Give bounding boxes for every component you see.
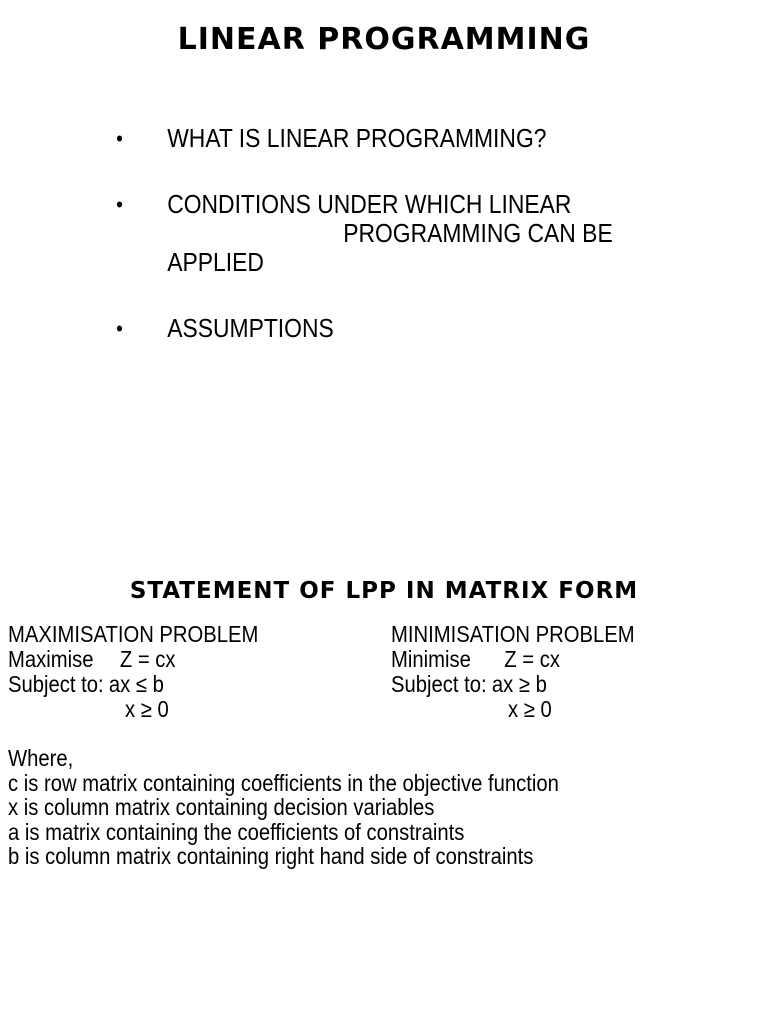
topic-text: WHAT IS LINEAR PROGRAMMING? xyxy=(167,123,547,153)
constraint-row xyxy=(391,672,635,697)
bullet-icon: • xyxy=(116,192,123,217)
bullet-icon: • xyxy=(116,316,123,341)
definition-line: b is column matrix containing right hand side of constraints xyxy=(8,843,534,869)
constraint-expression: ax ≤ b xyxy=(108,671,164,697)
slide-lpp-matrix-form xyxy=(0,512,768,1024)
nonnegativity-row: x ≥ 0 xyxy=(125,696,169,722)
constraint-expression: ax ≥ b xyxy=(491,671,547,697)
constraint-row xyxy=(8,672,258,697)
maximisation-problem xyxy=(8,622,258,722)
topic-text: CONDITIONS UNDER WHICH LINEAR xyxy=(167,189,572,219)
nonnegativity-row: x ≥ 0 xyxy=(508,696,552,722)
objective-row xyxy=(391,647,635,672)
topic-text-continued: APPLIED xyxy=(167,247,264,277)
definition-line: x is column matrix containing decision variables xyxy=(8,794,435,820)
bullet-icon: • xyxy=(116,126,123,151)
objective-label: Minimise xyxy=(391,646,471,672)
topic-text: ASSUMPTIONS xyxy=(167,313,334,343)
slide-title: LINEAR PROGRAMMING xyxy=(177,22,591,57)
constraint-label: Subject to: xyxy=(391,671,487,697)
objective-expression: Z = cx xyxy=(119,646,176,672)
definition-line: c is row matrix containing coefficients in the objective function xyxy=(8,769,559,796)
objective-label: Maximise xyxy=(8,646,94,672)
where-label: Where, xyxy=(8,745,74,771)
problem-heading: MAXIMISATION PROBLEM xyxy=(8,621,259,647)
topic-text-continued: PROGRAMMING CAN BE xyxy=(343,218,613,248)
minimisation-problem xyxy=(391,622,635,722)
definitions-block xyxy=(8,746,559,869)
slide-title: STATEMENT OF LPP IN MATRIX FORM xyxy=(129,578,639,604)
constraint-label: Subject to: xyxy=(8,671,104,697)
definition-line: a is matrix containing the coefficients of constraints xyxy=(8,818,465,845)
objective-expression: Z = cx xyxy=(504,646,560,672)
problem-heading: MINIMISATION PROBLEM xyxy=(391,621,635,647)
objective-row xyxy=(8,647,258,672)
